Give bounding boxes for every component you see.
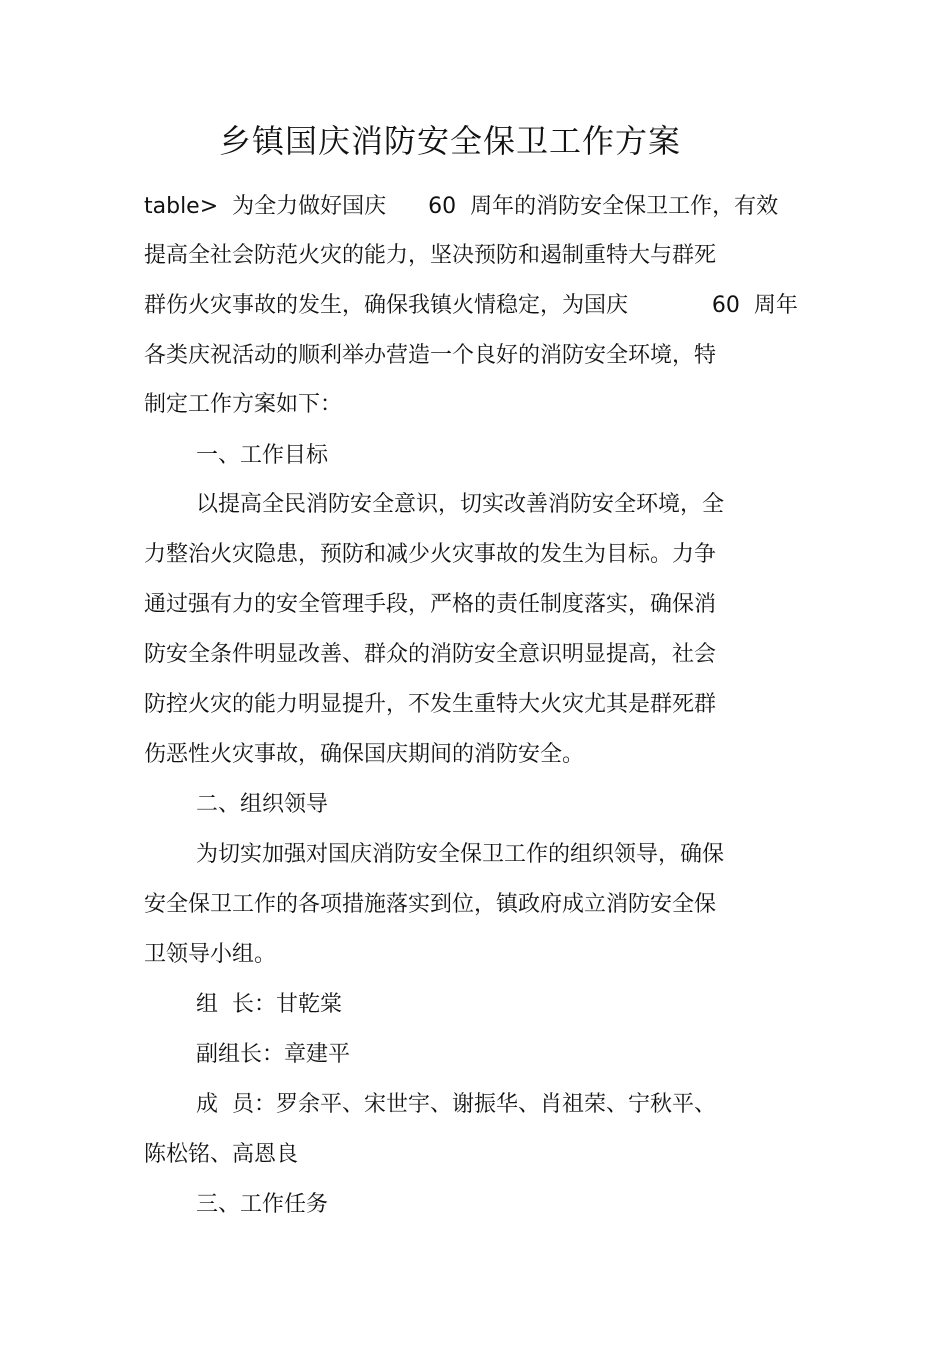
- members-line: 成 员：罗余平、宋世宇、谢振华、肖祖荣、宁秋平、: [196, 1092, 716, 1117]
- paragraph-line: 防控火灾的能力明显提升，不发生重特大火灾尤其是群死群: [144, 692, 717, 717]
- team-leader-line: 组 长：甘乾棠: [196, 992, 342, 1017]
- section-heading: 一、工作目标: [196, 443, 329, 468]
- paragraph-line: 伤恶性火灾事故，确保国庆期间的消防安全。: [144, 742, 585, 767]
- paragraph-line: 为切实加强对国庆消防安全保卫工作的组织领导，确保: [196, 842, 725, 867]
- section-heading: 三、工作任务: [196, 1192, 329, 1217]
- paragraph-line: 安全保卫工作的各项措施落实到位，镇政府成立消防安全保: [144, 892, 717, 917]
- section-heading: 二、组织领导: [196, 792, 329, 817]
- document-title: 乡镇国庆消防安全保卫工作方案: [218, 122, 681, 160]
- paragraph-line: 卫领导小组。: [144, 942, 277, 967]
- paragraph-line: 以提高全民消防安全意识，切实改善消防安全环境，全: [196, 492, 725, 517]
- members-line-continued: 陈松铭、高恩良: [144, 1142, 299, 1167]
- paragraph-line: table> 为全力做好国庆 60 周年的消防安全保卫工作，有效: [144, 194, 779, 219]
- paragraph-line: 提高全社会防范火灾的能力，坚决预防和遏制重特大与群死: [144, 243, 717, 268]
- deputy-leader-line: 副组长：章建平: [196, 1042, 351, 1067]
- paragraph-line: 群伤火灾事故的发生，确保我镇火情稳定，为国庆 60 周年: [144, 293, 798, 318]
- paragraph-line: 各类庆祝活动的顺利举办营造一个良好的消防安全环境，特: [144, 343, 717, 368]
- paragraph-line: 通过强有力的安全管理手段，严格的责任制度落实，确保消: [144, 592, 717, 617]
- paragraph-line: 制定工作方案如下：: [144, 392, 343, 417]
- paragraph-line: 力整治火灾隐患，预防和减少火灾事故的发生为目标。力争: [144, 542, 717, 567]
- paragraph-line: 防安全条件明显改善、群众的消防安全意识明显提高，社会: [144, 642, 717, 667]
